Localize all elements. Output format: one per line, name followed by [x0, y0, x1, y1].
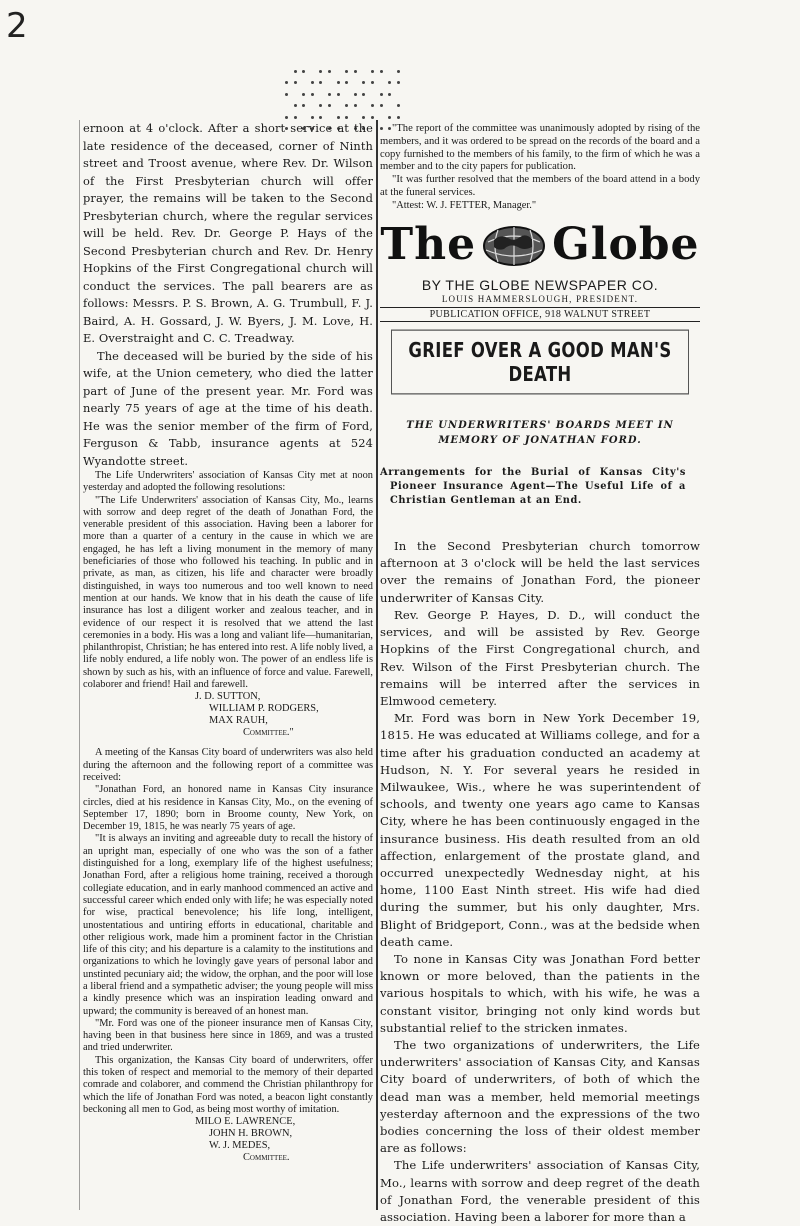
perforation-dot	[294, 81, 297, 84]
perforation-dot	[319, 104, 322, 107]
deck: Arrangements for the Burial of Kansas City's Pioneer Insurance Agent—The Useful Life of a Christian Gentleman at an End.	[380, 467, 686, 507]
signature-line: J. D. SUTTON,	[195, 691, 261, 703]
underwriters-intro: The Life Underwriters' association of Kansas City met at noon yesterday and adopted the following resolutions:	[83, 470, 373, 494]
signature-line: MILO E. LAWRENCE,	[195, 1116, 296, 1128]
board-report-paragraph: "Mr. Ford was one of the pioneer insurance men of Kansas City, having been in that business here since in 1869, and was a trusted and tried underwriter.	[83, 1017, 373, 1054]
perforation-dot	[319, 116, 322, 119]
masthead-left: The	[380, 219, 477, 271]
perforation-dot	[285, 93, 288, 96]
perforation-dot	[294, 70, 297, 73]
globe-emblem-icon	[480, 222, 548, 268]
perforation-dot	[354, 93, 357, 96]
perforation-dot	[302, 93, 305, 96]
perforation-dot	[311, 116, 314, 119]
perforation-row	[285, 81, 400, 84]
article-paragraph: Mr. Ford was born in New York December 19, 1815. He was educated at Williams college, and for a time after his graduation conducted an academy at Hudson, N. Y. For several years he resided in Milwaukee, Wis., where he was superintendent of schools, and twenty one years ago came to Kansas City, where he has been continuously engaged in the insurance business. His death resulted from an old affection, enlargement of the prostate gland, and occurred unexpectedly Wednesday night, at his home, 1100 East Ninth street. His wife had died during the summer, but his only daughter, Mrs. Blight of Bridgeport, Conn., was at the bedside when death came.	[380, 711, 700, 949]
perforation-dot	[380, 104, 383, 107]
page-number: 2	[6, 6, 28, 46]
perforation-dot	[388, 93, 391, 96]
perforation-dot	[328, 104, 331, 107]
publication-office: PUBLICATION OFFICE, 918 WALNUT STREET	[380, 307, 700, 322]
perforation-dot	[328, 93, 331, 96]
perforation-dot	[302, 104, 305, 107]
right-column	[380, 123, 700, 1224]
perforation-dot	[319, 81, 322, 84]
underwriters-resolution-block	[83, 470, 373, 1164]
obituary-paragraph: The deceased will be buried by the side of his wife, at the Union cemetery, who died the latter part of June of the present year. Mr. Ford was nearly 75 years of age at the time of his death. He was the senior member of the firm of Ford, Ferguson & Tabb, insurance agents at 524 Wyandotte street.	[83, 348, 373, 468]
perforation-row	[285, 70, 400, 73]
headline: GRIEF OVER A GOOD MAN'S DEATH	[391, 330, 689, 395]
page-margin-rule	[79, 120, 80, 1210]
signature-line: JOHN H. BROWN,	[209, 1128, 293, 1140]
perforation-dot	[319, 70, 322, 73]
perforation-dot	[397, 116, 400, 119]
perforation-dot	[397, 70, 400, 73]
board-attendance: "It was further resolved that the members of the board attend in a body at the funeral services.	[380, 174, 700, 198]
subheadline: THE UNDERWRITERS' BOARDS MEET IN MEMORY OF JONATHAN FORD.	[406, 420, 674, 447]
masthead-right: Globe	[552, 219, 700, 271]
obituary-paragraph: ernoon at 4 o'clock. After a short service at the late residence of the deceased, corner of Ninth street and Troost avenue, where Rev. Dr. Wilson of the First Presbyterian church will offer prayer, the remains will be taken to the Second Presbyterian church, where the regular services will be held. Rev. Dr. George P. Hays of the Second Presbyterian church and Rev. Dr. Henry Hopkins of the First Congregational church will conduct the services. The pall bearers are as follows: Messrs. P. S. Brown, A. G. Trumbull, F. J. Baird, A. H. Gossard, J. W. Byers, J. M. Love, H. E. Overstraight and C. C. Treadway.	[83, 121, 373, 345]
signature-line: Committee."	[243, 727, 294, 739]
perforation-dot	[337, 81, 340, 84]
signature-line: Committee.	[243, 1152, 290, 1164]
perforation-dot	[345, 81, 348, 84]
article-body	[380, 538, 700, 1226]
perforation-dot	[294, 104, 297, 107]
perforation-dot	[362, 81, 365, 84]
perforation-dot	[345, 70, 348, 73]
perforation-dot	[397, 104, 400, 107]
perforation-dot	[285, 81, 288, 84]
perforation-row	[285, 93, 400, 96]
president-line: LOUIS HAMMERSLOUGH, PRESIDENT.	[441, 294, 639, 305]
signature-line: WILLIAM P. RODGERS,	[209, 703, 319, 715]
article-paragraph: Rev. George P. Hayes, D. D., will conduct the services, and will be assisted by Rev. George Hopkins of the First Congregational church, and Rev. Wilson of the First Presbyterian church. The remains will be interred after the services in Elmwood cemetery.	[380, 607, 700, 708]
board-report-paragraph: "It is always an inviting and agreeable duty to recall the history of an upright man, especially of one who was the son of a father distinguished for a long, exemplary life of the highest usefulness; Jonathan Ford, after a religious home training, received a thorough collegiate education, and in early manhood commenced an active and successful career which ended only with life; he was especially noted for wise, practical benevolence; his life long, intelligent, unostentatious and untiring efforts in educational, charitable and other religious work, made him a prominent factor in the Christian life of this city; and his departure is a calamity to the institutions and organizations to which he lovingly gave years of personal labor and unstinted pecuniary aid; the widow, the orphan, and the poor will lose a liberal friend and a sympathetic adviser; the young people will miss a kindly presence which was an inspiration leading onward and upward; the community is bereaved of an honest man.	[83, 833, 373, 1017]
perforation-dot	[337, 116, 340, 119]
column-rule	[376, 120, 378, 1210]
underwriters-resolution: "The Life Underwriters' association of Kansas City, Mo., learns with sorrow and deep regret of the death of Jonathan Ford, the venerable president of this association. Having been a laborer for more than a quarter of a century in the cause in which we are engaged, he has left a living monument in the memory of many beneficiaries of those who followed his teaching. In public and in private, as man, as citizen, his life and character were broadly distinguished, in ways too numerous and too well known to need mention at our hands. We know that in his death the cause of life insurance has lost a diligent worker and zealous teacher, and in evidence of our respect it is resolved that we attend the last ceremonies in a body. His was a long and valiant life—humanitarian, philanthropist, Christian; he has entered into rest. A life nobly lived, a life nobly endured, a life nobly won. The power of an endless life is shown by such as his, with an influence of force and value. Farewell, colaborer and friend! Hail and farewell.	[83, 494, 373, 691]
perforation-dot	[345, 104, 348, 107]
perforation-dot	[362, 116, 365, 119]
perforation-dot	[354, 104, 357, 107]
perforation-dot	[354, 70, 357, 73]
perforation-dot	[371, 116, 374, 119]
board-intro: A meeting of the Kansas City board of underwriters was also held during the afternoon and the following report of a committee was received:	[83, 747, 373, 783]
perforation-dot	[388, 81, 391, 84]
perforation-row	[285, 116, 400, 119]
left-column	[83, 120, 373, 1210]
perforation-dot	[380, 70, 383, 73]
perforation-dot	[328, 70, 331, 73]
perforation-dot	[362, 93, 365, 96]
perforation-row	[285, 104, 400, 107]
article-paragraph: In the Second Presbyterian church tomorrow afternoon at 3 o'clock will be held the last services over the remains of Jonathan Ford, the pioneer underwriter of Kansas City.	[380, 539, 700, 605]
perforation-dot	[380, 93, 383, 96]
perforation-dot	[397, 81, 400, 84]
signature-line: W. J. MEDES,	[209, 1140, 271, 1152]
board-report-paragraph: "Jonathan Ford, an honored name in Kansas City insurance circles, died at his residence in Kansas City, Mo., on the evening of September 17, 1890; born in Broome county, New York, on December 19, 1815, he was nearly 75 years of age.	[83, 784, 373, 833]
article-paragraph: To none in Kansas City was Jonathan Ford better known or more beloved, than the patients in the various hospitals to which, with his wife, he was a constant visitor, bringing not only kind words but substantial relief to the stricken inmates.	[380, 951, 700, 1035]
perforation-dot	[294, 116, 297, 119]
perforation-dot	[388, 116, 391, 119]
perforation-dot	[371, 81, 374, 84]
newspaper-masthead	[380, 218, 700, 272]
board-report-paragraph: This organization, the Kansas City board of underwriters, offer this token of respect and memorial to the memory of their departed comrade and colaborer, and commend the Christian philanthropy for which the life of Jonathan Ford was noted, a beacon light constantly beckoning all men to God, as being most worthy of imitation.	[83, 1054, 373, 1115]
report-continuation-block	[380, 123, 700, 212]
attest-line: "Attest: W. J. FETTER, Manager."	[392, 199, 537, 211]
obituary-text	[83, 120, 373, 470]
article-paragraph: The Life underwriters' association of Kansas City, Mo., learns with sorrow and deep regret of the death of Jonathan Ford, the venerable president of this association. Having been a laborer for more than a	[380, 1158, 700, 1224]
perforation-dot	[371, 104, 374, 107]
perforation-dot	[371, 70, 374, 73]
publisher-line: BY THE GLOBE NEWSPAPER CO.	[421, 277, 659, 294]
report-continuation: "The report of the committee was unanimously adopted by rising of the members, and it was ordered to be spread on the records of the board and a copy furnished to the members of his family, to the firm of which he was a member and to the city papers for publication.	[380, 123, 700, 173]
signature-line: MAX RAUH,	[209, 715, 268, 727]
perforation-dot	[311, 81, 314, 84]
perforation-dot	[337, 93, 340, 96]
perforation-dot	[345, 116, 348, 119]
perforation-dot	[311, 93, 314, 96]
article-paragraph: The two organizations of underwriters, the Life underwriters' association of Kansas City, and Kansas City board of underwriters, of both of which the dead man was a member, held memorial meetings yesterday afternoon and the expressions of the two bodies concerning the loss of their oldest member are as follows:	[380, 1037, 700, 1156]
perforation-dot	[285, 116, 288, 119]
perforation-dot	[302, 70, 305, 73]
